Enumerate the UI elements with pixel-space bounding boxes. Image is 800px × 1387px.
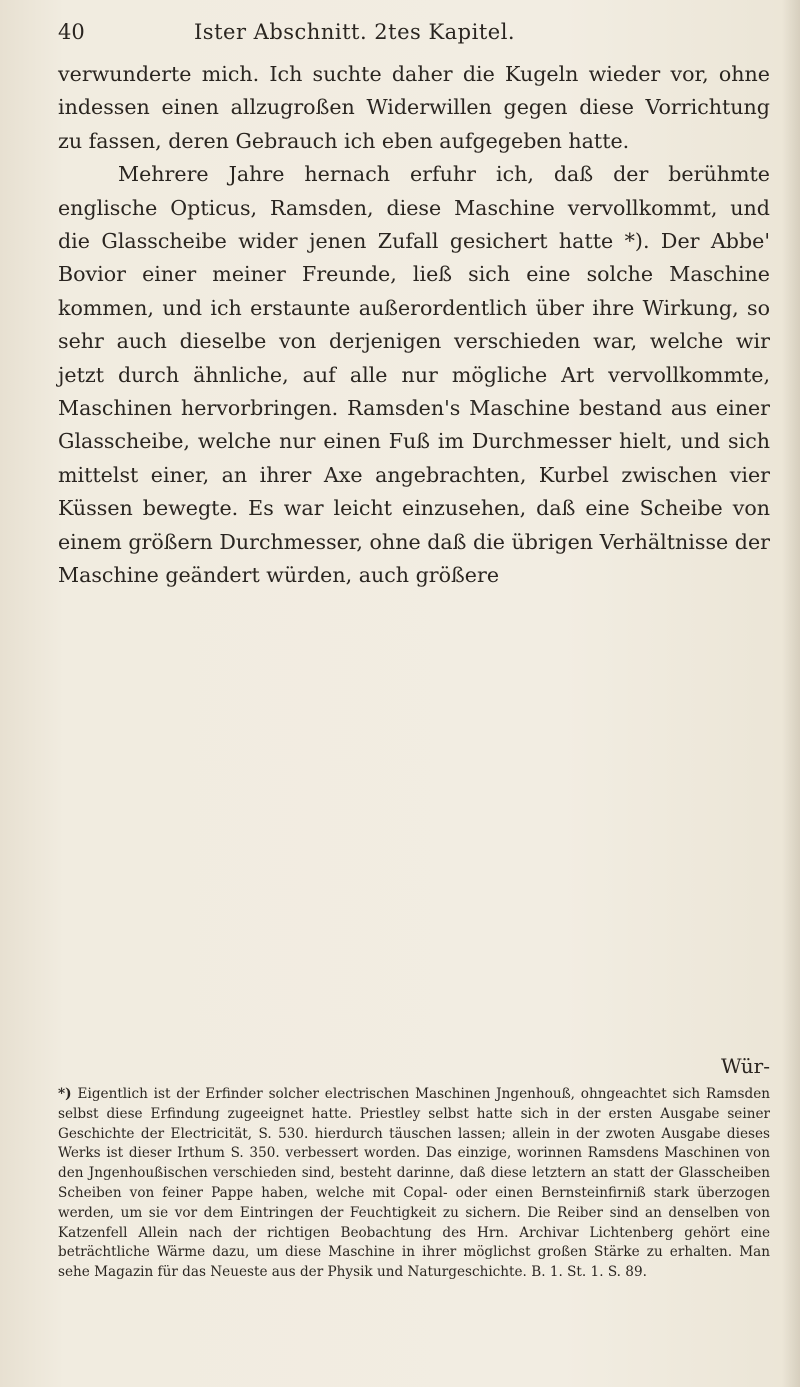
footnote-marker: *) bbox=[58, 1086, 72, 1102]
main-text bbox=[58, 58, 770, 593]
page-edge-shadow bbox=[782, 0, 800, 1387]
page-header bbox=[58, 14, 758, 54]
footnote bbox=[58, 1085, 770, 1283]
catchword: Wür- bbox=[721, 1054, 770, 1078]
running-title: Ister Abschnitt. 2tes Kapitel. bbox=[194, 20, 516, 44]
page-number: 40 bbox=[58, 20, 85, 44]
footnote-text: Eigentlich ist der Erfinder solcher electrischen Maschinen Jngenhouß, ohngeachtet sich Ramsden selbst diese Erfindung zugeeignet hatte. Priestley selbst hatte sich in der ersten Ausgabe seiner Geschichte der Electricität, S. 530. hierdurch täuschen lassen; allein in der zwoten Ausgabe dieses Werks ist dieser Irthum S. 350. verbessert worden. Das einzige, worinnen Ramsdens Maschinen von den Jngenhoußischen verschieden sind, besteht darinne, daß diese letztern an statt der Glasscheiben Scheiben von feiner Pappe haben, welche mit Copal- oder einen Bernsteinfirniß stark überzogen werden, um sie vor dem Eintringen der Feuchtigkeit zu sichern. Die Reiber sind an denselben von Katzenfell Allein nach der richtigen Beobachtung des Hrn. Archivar Lichtenberg gehört eine beträchtliche Wärme dazu, um diese Maschine in ihrer möglichst großen Stärke zu erhalten. Man sehe Magazin für das Neueste aus der Physik und Naturgeschichte. B. 1. St. 1. S. 89. bbox=[58, 1086, 770, 1281]
paragraph-1: verwunderte mich. Ich suchte daher die Kugeln wieder vor, ohne indessen einen allzugroßen Widerwillen gegen diese Vorrichtung zu fassen, deren Gebrauch ich eben aufgegeben hatte. bbox=[58, 62, 770, 153]
paragraph-2: Mehrere Jahre hernach erfuhr ich, daß der berühmte englische Opticus, Ramsden, diese Maschine vervollkommt, und die Glasscheibe wider jenen Zufall gesichert hatte *). Der Abbe' Bovior einer meiner Freunde, ließ sich eine solche Maschine kommen, und ich erstaunte außerordentlich über ihre Wirkung, so sehr auch dieselbe von derjenigen verschieden war, welche wir jetzt durch ähnliche, auf alle nur mögliche Art vervollkommte, Maschinen hervorbringen. Ramsden's Maschine bestand aus einer Glasscheibe, welche nur einen Fuß im Durchmesser hielt, und sich mittelst einer, an ihrer Axe angebrachten, Kurbel zwischen vier Küssen bewegte. Es war leicht einzusehen, daß eine Scheibe von einem größern Durchmesser, ohne daß die übrigen Verhältnisse der Maschine geändert würden, auch größere bbox=[58, 162, 770, 588]
